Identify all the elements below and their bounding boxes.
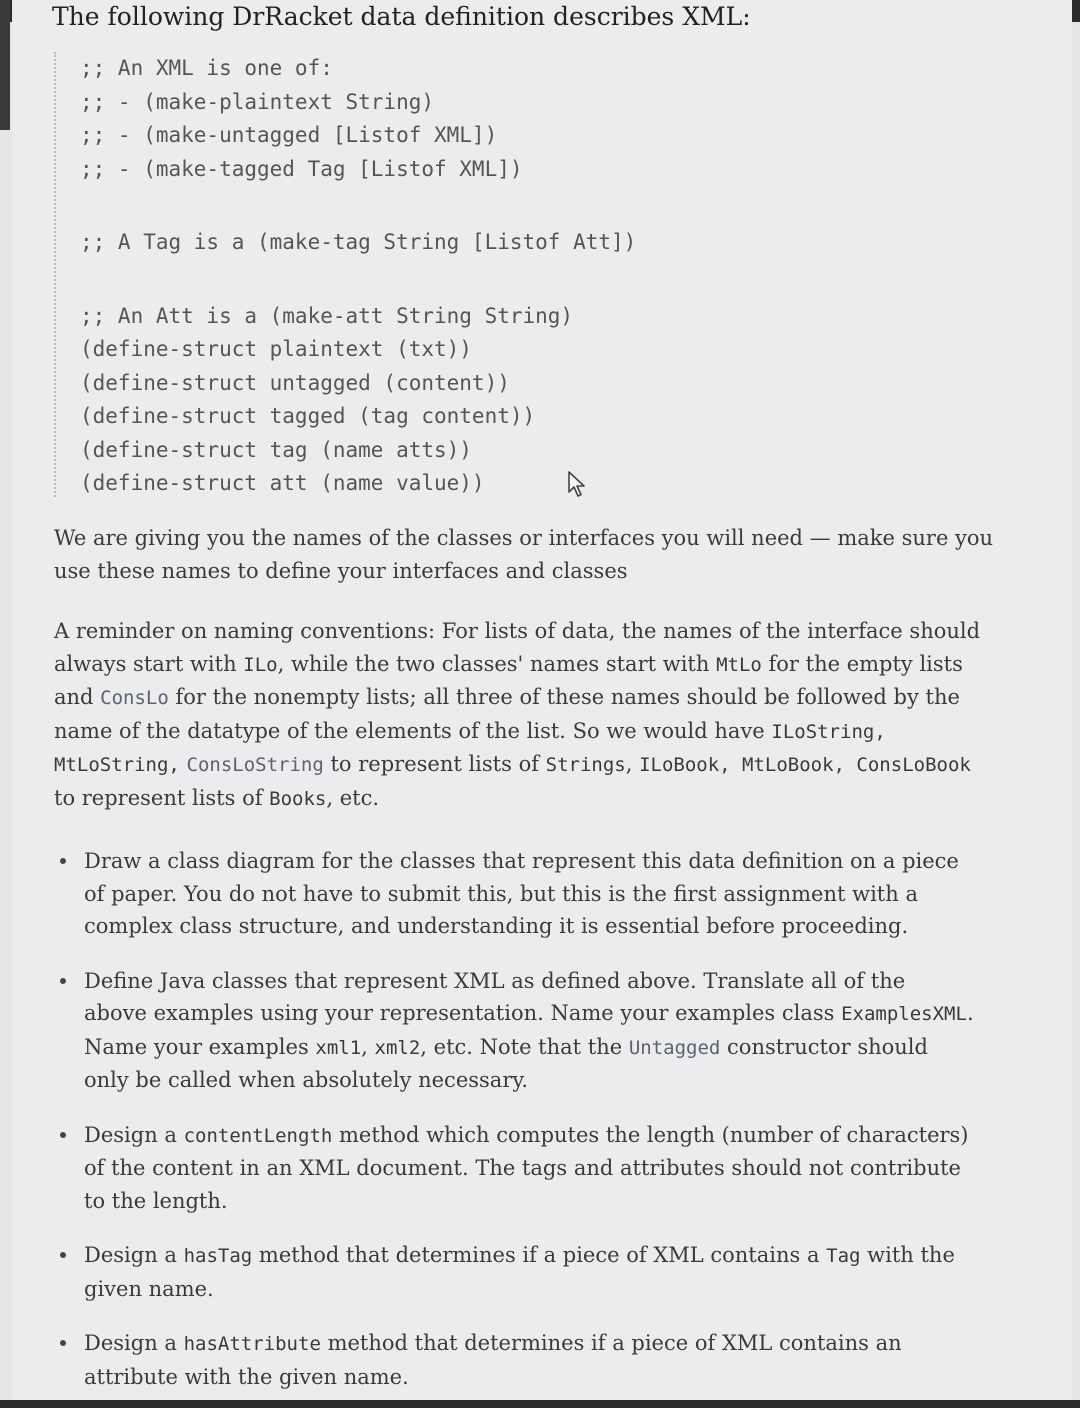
task-text: constructor should only be called when absolutely necessary. (84, 1034, 928, 1092)
task-item-has-attribute (54, 1327, 974, 1393)
reminder-text: for the empty lists and (54, 651, 963, 709)
racket-code-block (54, 52, 980, 497)
code-line: ;; - (make-untagged [Listof XML]) (80, 123, 498, 147)
left-edge-strip (0, 0, 10, 130)
code-mtlo: MtLo (716, 653, 762, 676)
task-list (54, 845, 974, 1393)
task-text: method that determines if a piece of XML contains a (252, 1243, 827, 1267)
task-text: Design a (84, 1331, 184, 1355)
task-text: with the given name. (84, 1243, 955, 1301)
reminder-text: A reminder on naming conventions: For lists of data, the names of the interface should always start with (54, 619, 981, 676)
code-line: ;; - (make-tagged Tag [Listof XML]) (80, 156, 523, 181)
code-examplesxml: ExamplesXML (841, 1003, 967, 1025)
code-line: (define-struct tagged (tag content)) (80, 404, 536, 428)
code-blank-line (80, 260, 980, 300)
reminder-text: , (625, 752, 640, 776)
assignment-page (12, 0, 1072, 1400)
task-item-has-tag (54, 1239, 974, 1305)
code-books: Books (269, 787, 327, 810)
code-conslo: ConsLo (100, 687, 169, 709)
code-hasattribute: hasAttribute (183, 1333, 321, 1355)
naming-reminder-paragraph (54, 615, 994, 815)
code-line: ;; - (make-plaintext String) (80, 89, 435, 114)
code-conslostring: ConsLoString (186, 754, 324, 776)
code-book-lists: ILoBook, MtLoBook, ConsLoBook (639, 754, 971, 776)
code-line: (define-struct untagged (content)) (80, 370, 510, 395)
code-xml2: xml2 (374, 1036, 421, 1059)
code-untagged: Untagged (628, 1036, 721, 1059)
code-string-lists: ILoString, MtLoString, (54, 720, 886, 776)
page-heading: The following DrRacket data definition describes XML: (52, 2, 751, 31)
code-strings: Strings (545, 754, 626, 776)
code-tag: Tag (826, 1245, 861, 1267)
code-line: ;; An Att is a (make-att String String) (80, 303, 574, 328)
code-line: (define-struct plaintext (txt)) (80, 337, 472, 361)
code-contentlength: contentLength (183, 1124, 333, 1147)
code-line: ;; An XML is one of: (80, 56, 333, 80)
task-text: method that determines if a piece of XML contains an attribute with the given name. (84, 1331, 902, 1389)
code-line: (define-struct tag (name atts)) (80, 437, 472, 462)
intro-paragraph: We are giving you the names of the classes or interfaces you will need — make sure you use these names to define your interfaces and classes (54, 526, 994, 583)
task-text: method which computes the length (number of characters) of the content in an XML document. The tags and attributes should not contribute to the length. (84, 1122, 969, 1213)
reminder-text: , etc. (326, 785, 380, 810)
code-hastag: hasTag (183, 1245, 253, 1267)
task-item-content-length (54, 1119, 974, 1218)
reminder-text: for the nonempty lists; all three of these names should be followed by the name of the datatype of the elements of the list. So we would have (54, 685, 960, 743)
reminder-text: to represent lists of (323, 752, 546, 776)
bottom-bar (0, 1400, 1080, 1408)
task-item-class-diagram (54, 845, 974, 943)
code-line: (define-struct att (name value)) (80, 471, 485, 495)
reminder-text: , while the two classes' names start with (277, 651, 717, 676)
reminder-space (180, 752, 187, 776)
code-line: ;; A Tag is a (make-tag String [Listof Att]) (80, 230, 637, 254)
task-text: . Name your examples (84, 1001, 974, 1059)
code-xml1: xml1 (315, 1036, 362, 1059)
task-text: Design a (84, 1122, 184, 1147)
reminder-text: to represent lists of (54, 785, 270, 810)
code-blank-line (80, 186, 980, 226)
task-text: Define Java classes that represent XML as defined above. Translate all of the above examples using your representation. Name your examples class (84, 968, 906, 1025)
mouse-cursor-icon (566, 470, 588, 498)
task-text: , (361, 1034, 375, 1059)
code-ilo: ILo (243, 653, 278, 676)
task-text: , etc. Note that the (420, 1034, 629, 1059)
task-text: Design a (84, 1243, 184, 1267)
task-text: Draw a class diagram for the classes that represent this data definition on a piece of paper. You do not have to submit this, but this is the first assignment with a complex class structure, and understanding it is essential before proceeding. (84, 849, 959, 938)
task-item-java-classes (54, 965, 974, 1097)
